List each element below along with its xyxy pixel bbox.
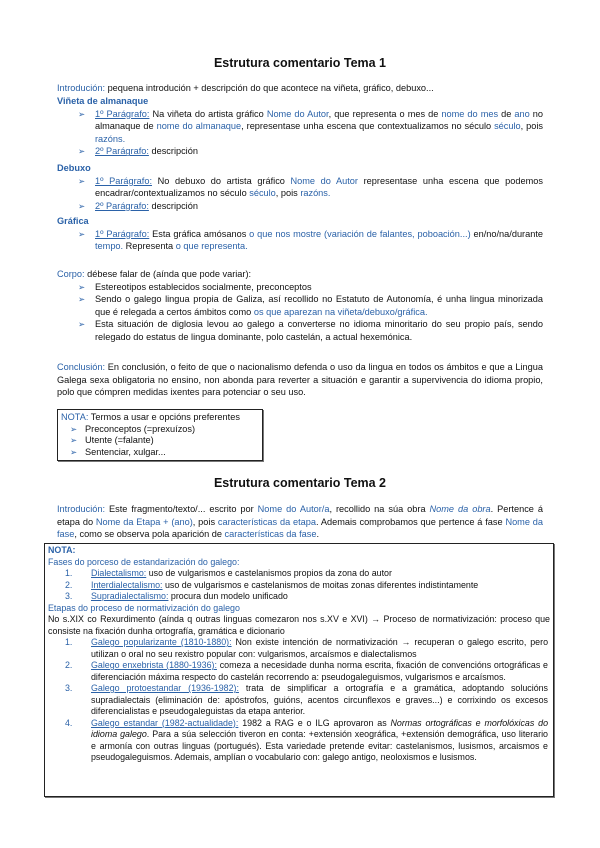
etapas-intro: No s.XIX co Rexurdimento (aínda q outras linguas comezaron nos s.XV e XVI) → Proceso de normativización: proceso que consiste na fixación dunha ortografía, gramática e dicionario (48, 614, 550, 636)
list-item: 4. Galego estandar (1982-actualidade): 1982 a RAG e o ILG aprovaron as Normas ortográficas e morfolóxicas do idioma galego. Para a súa selección tiveron en conta: +extensión xeográfica, +extensión demográfica, uso literario e armonía con outras linguas (portugués). Esta variedade pretende evitar: castelanismos, lusismos, arcaismos e pseudogaleguismos. Ademais, amplían o vocabulario con: galego antigo, neoloxismos e lusismos. (65, 717, 549, 762)
list-item: 3. Galego protoestandar (1936-1982): trata de simplificar a ortografía e a gramática, adoptando solucións supradialectais (eliminación de: apóstrofos, guións, acentos circunflexos e graves...) e corrixindo os excesos diferencialistas e pseudogaleguistas da etapa anterior. (65, 683, 548, 716)
fases-heading: Fases do porceso de estandarización do galego: (48, 556, 240, 567)
nota-label: NOTA: (61, 412, 89, 422)
list-item: ➢ 1º Parágrafo: No debuxo do artista gráfico Nome do Autor representase unha escena que podemos encadrar/contextualizamos no século século, pois razóns. (78, 175, 543, 199)
introducion-label: Introdución: (57, 83, 106, 93)
list-item: 1. Dialectalismo: uso de vulgarismos e castelanismos propios da zona do autor (65, 568, 392, 578)
nota-label: NOTA: (48, 545, 76, 555)
list-item: 1. Galego popularizante (1810-1880): Non existe intención de normativización → recuperan o galego escrito, pero utilizan o oral no seu rexistro popular con: vulgarismos, arcaísmos e dialectalismos (65, 637, 548, 659)
page-title-tema2: Estrutura comentario Tema 2 (213, 476, 387, 490)
grafica-heading: Gráfica (57, 216, 89, 226)
arrow-bullet-icon: ➢ (78, 175, 86, 186)
arrow-bullet-icon: ➢ (70, 435, 78, 446)
list-item: ➢ Preconceptos (=prexuízos) (70, 423, 196, 434)
list-item: 2. Galego enxebrista (1880-1936): comeza a necesidade dunha norma escrita, fixación de convencións ortográficas e diferenciación máxima respecto do castelán recorrendo a: pseudogaleguismos, vulgarismos e arcaísmos. (65, 660, 548, 682)
vineta-heading: Viñeta de almanaque (57, 96, 149, 106)
list-item: ➢ Utente (=falante) (70, 435, 154, 446)
nota-box-tema1: NOTA: Termos a usar e opcións preferentes ➢ Preconceptos (=prexuízos) ➢ Utente (=falante) ➢ Sentenciar, xulgar... (57, 409, 263, 461)
arrow-bullet-icon: ➢ (78, 294, 86, 305)
arrow-bullet-icon: ➢ (70, 423, 78, 434)
debuxo-heading: Debuxo (57, 163, 91, 173)
arrow-bullet-icon: ➢ (78, 281, 86, 292)
section-grafica (57, 215, 543, 253)
tema2-introducion: Introdución: Este fragmento/texto/... escrito por Nome do Autor/a, recollido na súa obra Nome da obra. Pertence á etapa do Nome da Etapa + (ano), pois características da etapa. Ademais comprobamos que pertence á fase Nome da fase, como se observa pola aparición de características da fase. (57, 504, 544, 540)
list-item: ➢ Estereotipos establecidos socialmente, preconceptos (78, 281, 312, 292)
page-title-tema1: Estrutura comentario Tema 1 (213, 56, 387, 70)
list-item: ➢ 2º Parágrafo: descripción (78, 146, 198, 157)
conclusion-label: Conclusión: (57, 362, 106, 372)
list-item: ➢ Sendo o galego lingua propia de Galiza, así recollido no Estatuto de Autonomía, é unha lingua minorizada que é relegada a certos ámbitos como os que aparezan na viñeta/debuxo/gráfica. (78, 294, 543, 317)
arrow-bullet-icon: ➢ (70, 446, 78, 457)
list-item: ➢ Esta situación de diglosia levou ao galego a converterse no idioma minoritario do seu propio país, sendo relegado do estatus de lingua dominante, polo castelán, a actual hexemónica. (78, 319, 543, 342)
list-item: ➢ Sentenciar, xulgar... (70, 446, 166, 457)
section-corpo: Corpo: débese falar de (aínda que pode variar): ➢ Estereotipos establecidos socialmente, preconceptos ➢ Sendo o galego lingua propia de Galiza, así recollido no Estatuto de Autonomía, é unha lingua minorizada que é relegada a certos ámbitos como os que aparezan na viñeta/debuxo/gráfica. ➢ Esta situación de diglosia levou ao galego a converterse no idioma minoritario do seu propio país, sendo relegado do estatus de lingua dominante, polo castelán, a actual hexemónica. (57, 269, 543, 342)
list-item: ➢ 1º Parágrafo: Na viñeta do artista gráfico Nome do Autor, que representa o mes de nome do mes de ano no almanaque de nome do almanaque, representase unha escena que contextualizamos no século século, pois razóns. (78, 108, 544, 144)
section-vineta (57, 95, 543, 158)
list-item: 2. Interdialectalismo: uso de vulgarismos e castelanismos de moitas zonas diferentes indistintamente (65, 579, 479, 590)
corpo-label: Corpo: (57, 269, 85, 279)
arrow-bullet-icon: ➢ (78, 228, 86, 239)
etapas-heading: Etapas do proceso de normativización do galego (48, 602, 240, 613)
tema1-introducion: Introdución: pequena introdución + descripción do que acontece na viñeta, gráfico, debuxo... (57, 83, 434, 93)
arrow-bullet-icon: ➢ (78, 200, 86, 211)
section-debuxo (57, 162, 543, 212)
list-item: ➢ 1º Parágrafo: Esta gráfica amósanos o que nos mostre (variación de falantes, poboación...) en/no/na/durante tempo. Representa o que representa. (78, 228, 543, 252)
list-item: 3. Supradialectalismo: procura dun modelo unificado (65, 591, 288, 601)
list-item: ➢ 2º Parágrafo: descripción (78, 200, 198, 211)
arrow-bullet-icon: ➢ (78, 146, 86, 157)
arrow-bullet-icon: ➢ (78, 108, 86, 119)
arrow-bullet-icon: ➢ (78, 319, 86, 330)
section-conclusion: Conclusión: En conclusión, o feito de que o nacionalismo defenda o uso da lingua en todos os ámbitos e que a Lingua Galega sexa obligatoria no ensino, non abonda para reverter a situación e garantir a supervivencia do idioma propio, polo que cómpren medidas ixentes para potenciar o seu uso. (57, 362, 543, 398)
nota-box-tema2 (44, 543, 554, 797)
